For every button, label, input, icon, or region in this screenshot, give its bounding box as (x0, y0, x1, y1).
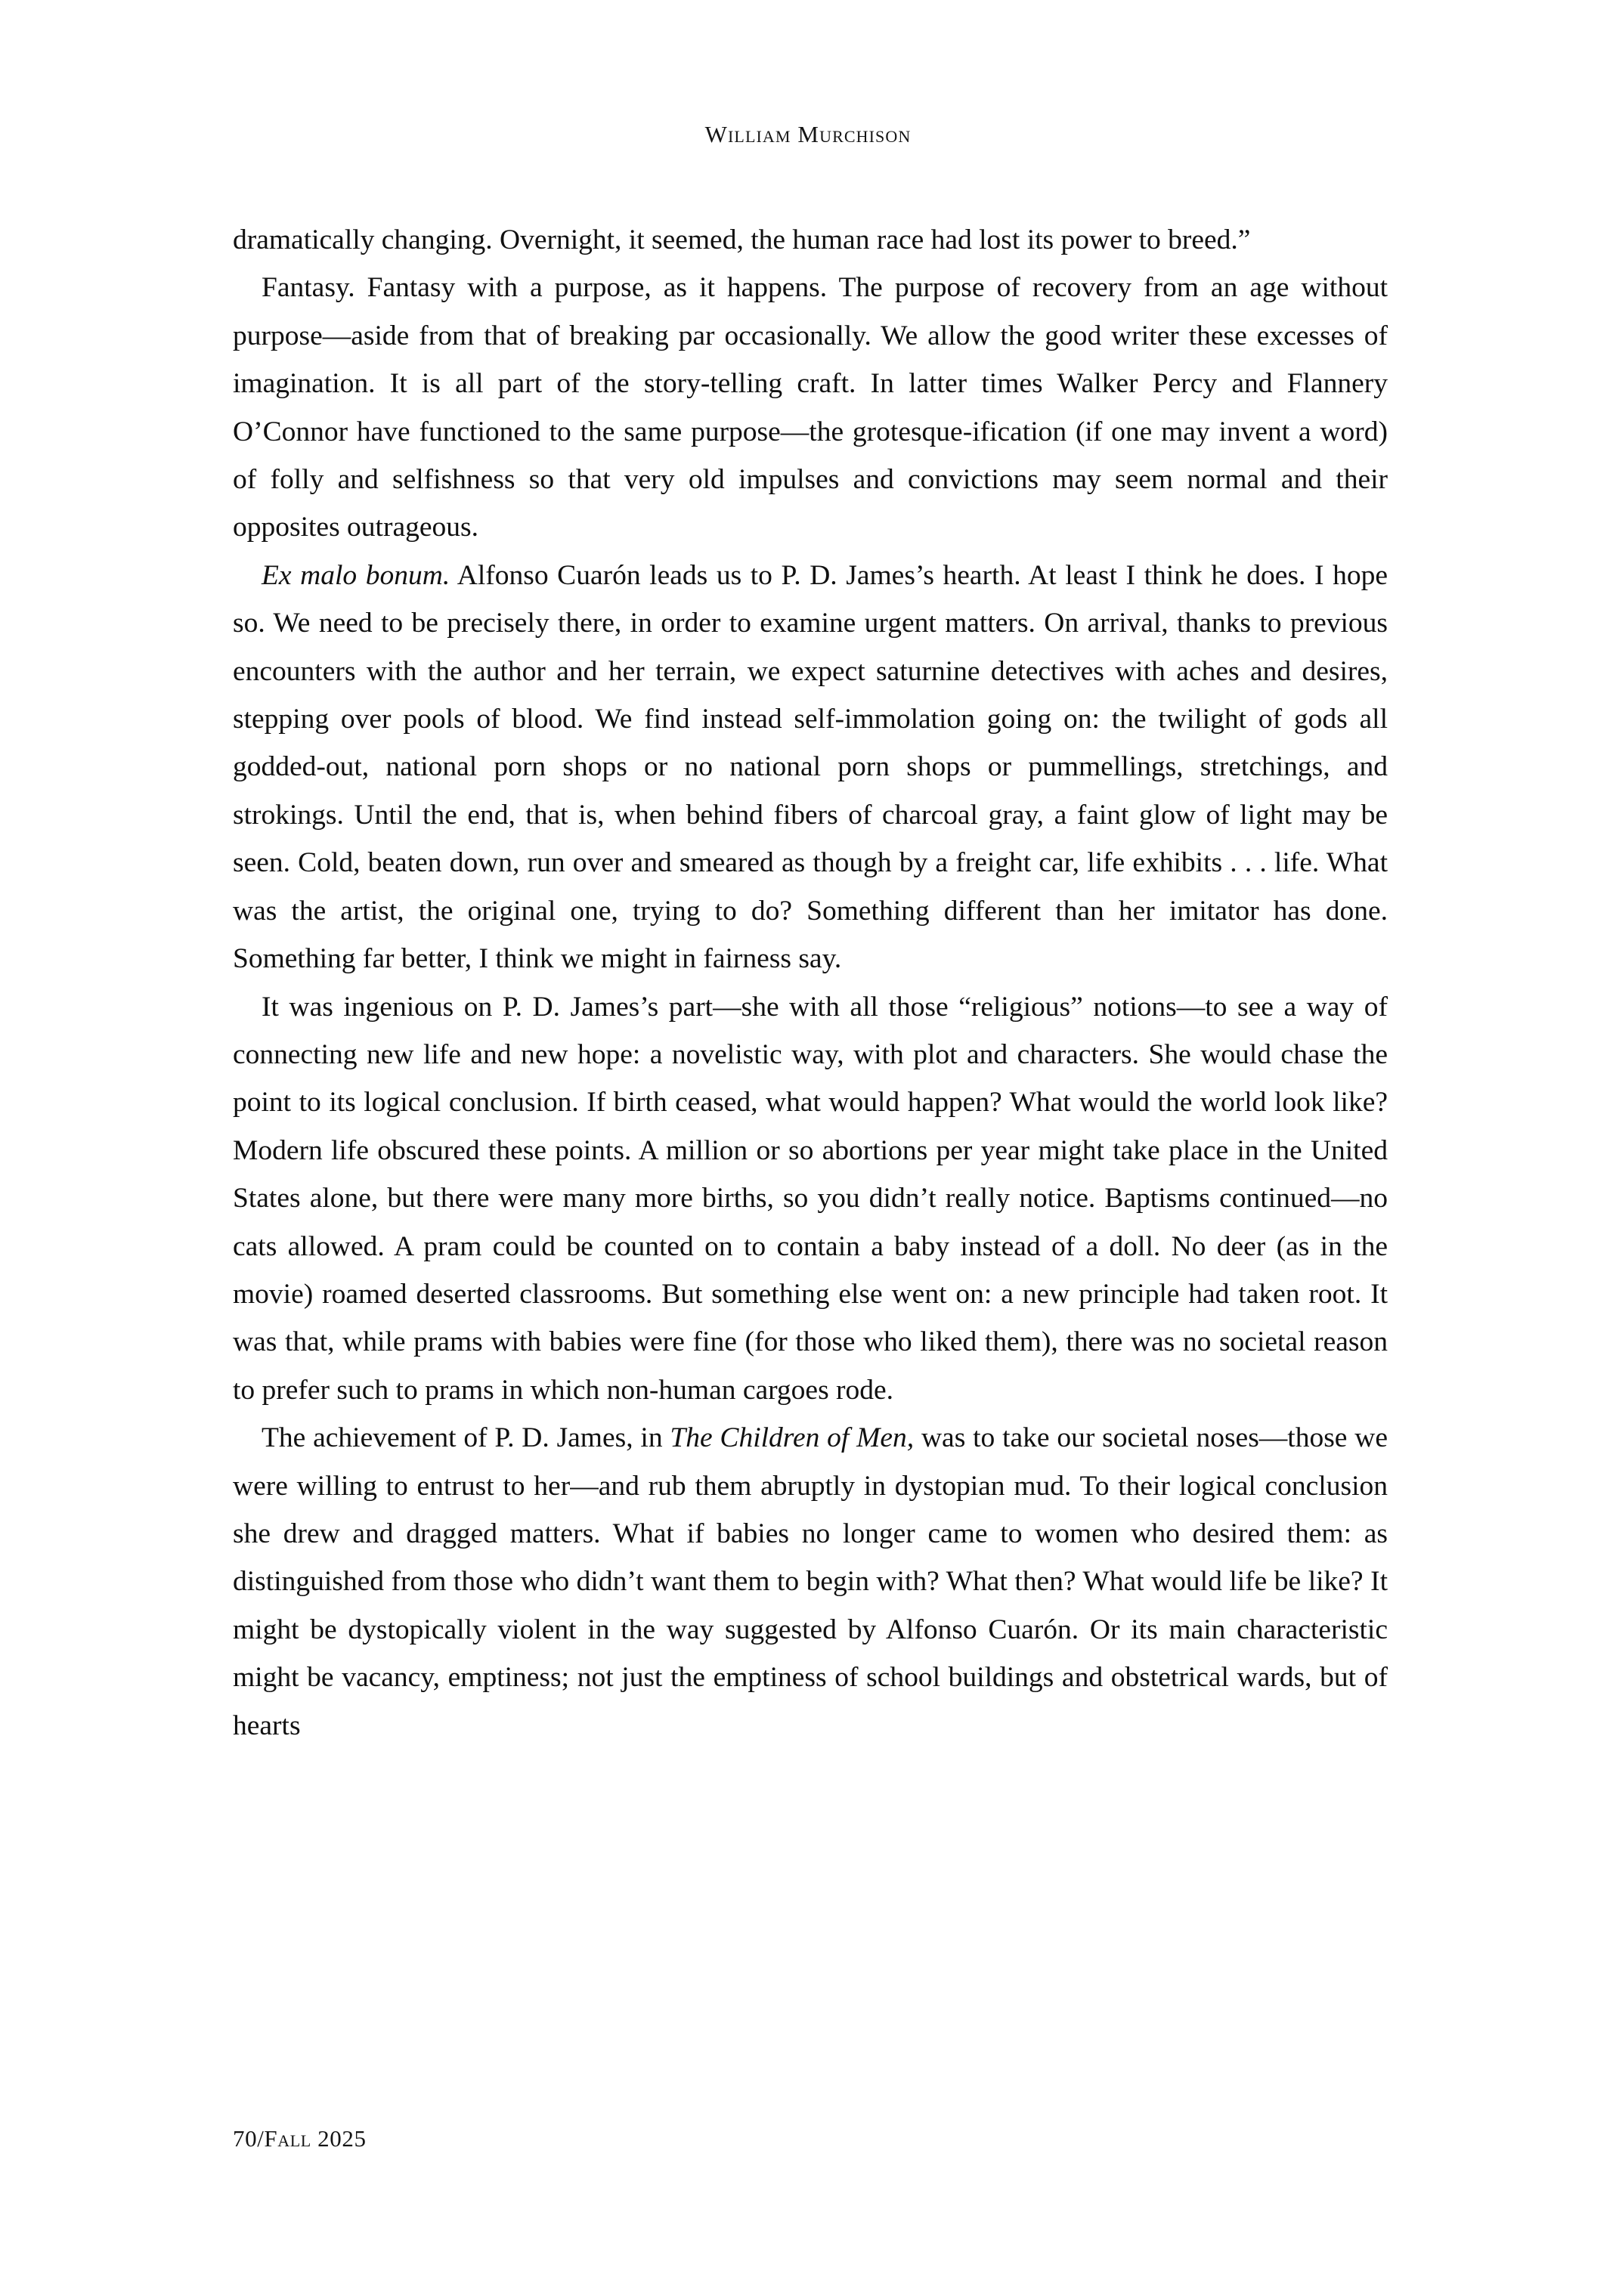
text-run: It was ingenious on P. D. James’s part—she with all those “religious” notions—to see a way of connecting new life and new hope: a novelistic way, with plot and characters. She would chase the point to its logical conclusion. If birth ceased, what would happen? What would the world look like? Modern life obscured these points. A million or so abortions per year might take place in the United States alone, but there were many more births, so you didn’t really notice. Baptisms continued—no cats allowed. A pram could be counted on to contain a baby instead of a doll. No deer (as in the movie) roamed deserted classrooms. But something else went on: a new principle had taken root. It was that, while prams with babies were fine (for those who liked them), there was no societal reason to prefer such to prams in which non-human cargoes rode. (233, 991, 1388, 1406)
italic-run: The Children of Men, (670, 1422, 915, 1454)
folio-issue-label: Fall 2025 (264, 2125, 367, 2152)
para-continuation (233, 216, 1388, 264)
page-folio (233, 2125, 367, 2152)
italic-run: Ex malo bonum. (262, 559, 450, 591)
text-run: was to take our societal noses—those we were willing to entrust to her—and rub them abruptly in dystopian mud. To their logical conclusion she drew and dragged matters. What if babies no longer came to women who desired them: as distinguished from those who didn’t want them to begin with? What then? What would life be like? It might be dystopically violent in the way suggested by Alfonso Cuarón. Or its main characteristic might be vacancy, emptiness; not just the emptiness of school buildings and obstetrical wards, but of hearts (233, 1422, 1388, 1741)
folio-page-number: 70/ (233, 2125, 265, 2152)
running-head: William Murchison (704, 121, 912, 147)
text-run: Alfonso Cuarón leads us to P. D. James’s hearth. At least I think he does. I hope so. We need to be precisely there, in order to examine urgent matters. On arrival, thanks to previous encounters with the author and her terrain, we expect saturnine detectives with aches and desires, stepping over pools of blood. We find instead self-immolation going on: the twilight of gods all godded-out, national porn shops or no national porn shops or pummellings, stretchings, and strokings. Until the end, that is, when behind fibers of charcoal gray, a faint glow of light may be seen. Cold, beaten down, run over and smeared as though by a freight car, life exhibits . . . life. What was the artist, the original one, trying to do? Something different than her imitator has done. Something far better, I think we might in fairness say. (233, 559, 1388, 975)
para-ingenious (233, 983, 1388, 1415)
text-run: dramatically changing. Overnight, it seemed, the human race had lost its power to breed.” (233, 224, 1251, 255)
para-fantasy (233, 264, 1388, 551)
text-run: Fantasy. Fantasy with a purpose, as it happens. The purpose of recovery from an age without purpose—aside from that of breaking par occasionally. We allow the good writer these excesses of imagination. It is all part of the story-telling craft. In latter times Walker Percy and Flannery O’Connor have functioned to the same purpose—the grotesque-ification (if one may invent a word) of folly and selfishness so that very old impulses and convictions may seem normal and their opposites outrageous. (233, 272, 1388, 543)
para-achievement (233, 1414, 1388, 1750)
body-text-block (233, 216, 1388, 1750)
para-ex-malo-bonum (233, 552, 1388, 983)
text-run: The achievement of P. D. James, in (262, 1422, 670, 1454)
